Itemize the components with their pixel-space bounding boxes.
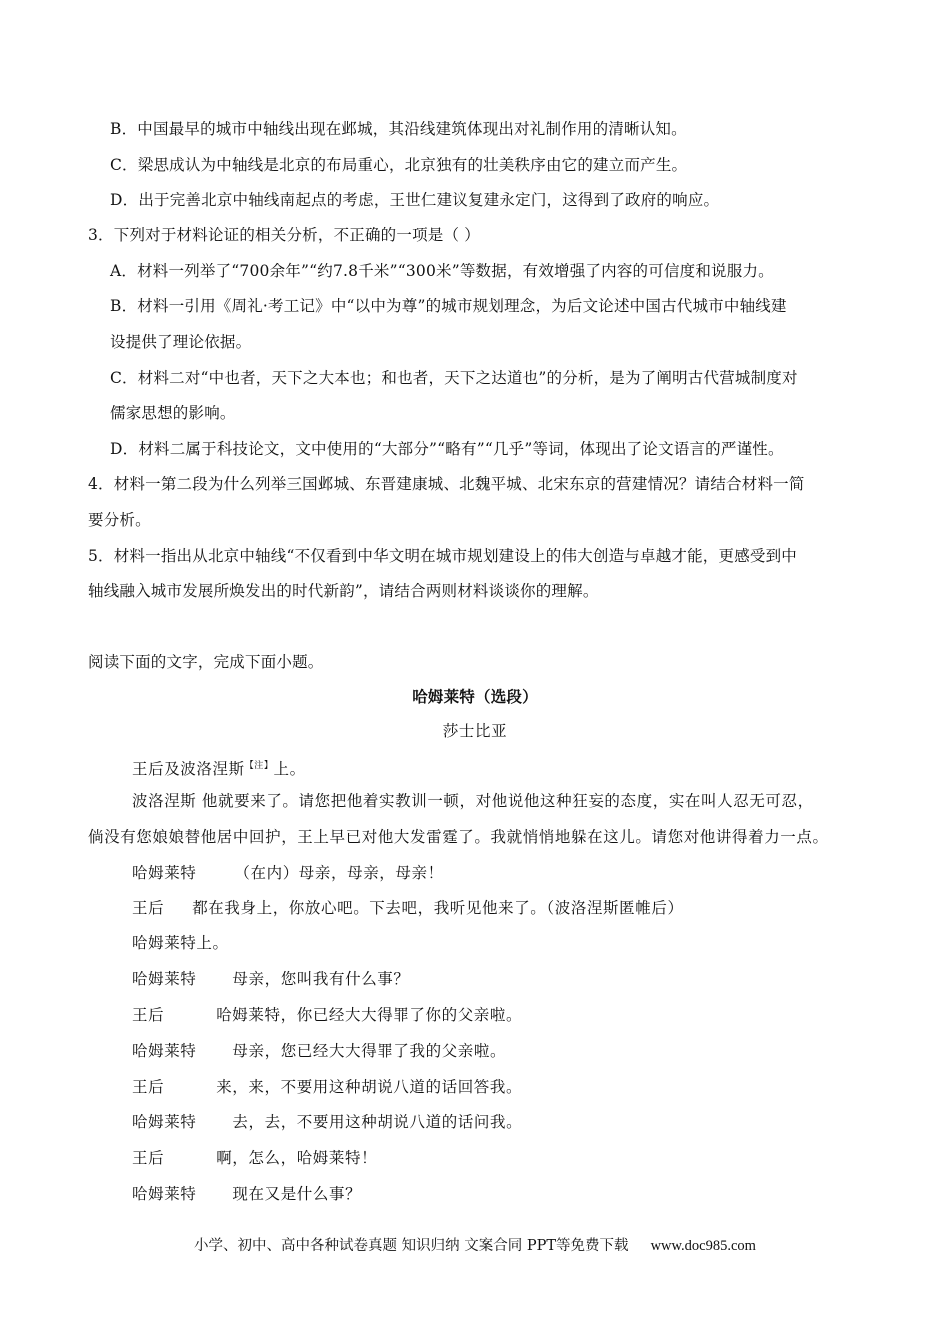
footer-text: 小学、初中、高中各种试卷真题 知识归纳 文案合同 PPT等免费下载 — [194, 1238, 629, 1254]
q2-option-b: B．中国最早的城市中轴线出现在邺城，其沿线建筑体现出对礼制作用的清晰认知。 — [110, 120, 687, 138]
dialogue-line — [132, 968, 410, 990]
dialogue-line — [132, 897, 684, 919]
dialogue-line — [132, 862, 444, 884]
speech: （在内）母亲，母亲，母亲！ — [234, 864, 444, 882]
q5-line2: 轴线融入城市发展所焕发出的时代新韵”，请结合两则材料谈谈你的理解。 — [88, 582, 599, 600]
speech: 去，去，不要用这种胡说八道的话问我。 — [232, 1113, 523, 1131]
q3-stem: 3．下列对于材料论证的相关分析，不正确的一项是（ ） — [88, 226, 480, 244]
passage-author: 莎士比亚 — [442, 722, 508, 740]
dialogue-line — [132, 1040, 506, 1062]
speaker: 哈姆莱特 — [132, 864, 197, 882]
dialogue-line — [132, 1076, 522, 1098]
q5-line1: 5．材料一指出从北京中轴线“不仅看到中华文明在城市规划建设上的伟大创造与卓越才能，更感受到中 — [88, 547, 797, 565]
speech: 母亲，您已经大大得罪了我的父亲啦。 — [232, 1042, 507, 1060]
polonius-line-2: 倘没有您娘娘替他居中回护，王上早已对他大发雷霆了。我就悄悄地躲在这儿。请您对他讲得着力一点。 — [88, 828, 829, 846]
footnote-marker: 【注】 — [244, 761, 274, 771]
page-footer — [0, 1236, 950, 1256]
dialogue-line — [132, 1147, 377, 1169]
q2-option-c: C．梁思成认为中轴线是北京的布局重心，北京独有的壮美秩序由它的建立而产生。 — [110, 156, 688, 174]
speaker: 哈姆莱特 — [132, 1185, 197, 1203]
q4-line1: 4．材料一第二段为什么列举三国邺城、东晋建康城、北魏平城、北宋东京的营建情况？请结合材料一简 — [88, 475, 805, 493]
passage-title: 哈姆莱特（选段） — [412, 687, 538, 706]
polonius-line-1: 波洛涅斯 他就要来了。请您把他着实教训一顿，对他说他这种狂妄的态度，实在叫人忍无可忍， — [132, 792, 814, 810]
speech: 都在我身上，你放心吧。下去吧，我听见他来了。（波洛涅斯匿帷后） — [192, 899, 684, 917]
speaker: 王后 — [132, 899, 165, 917]
speaker: 王后 — [132, 1149, 165, 1167]
speech: 哈姆莱特，你已经大大得罪了你的父亲啦。 — [216, 1006, 523, 1024]
q3-option-c-line2: 儒家思想的影响。 — [110, 404, 236, 422]
dialogue-line — [132, 1183, 361, 1205]
q3-option-b-line1: B．材料一引用《周礼·考工记》中“以中为尊”的城市规划理念，为后文论述中国古代城市中轴线建 — [110, 297, 787, 315]
speech: 来，来，不要用这种胡说八道的话回答我。 — [216, 1078, 523, 1096]
speech: 啊，怎么，哈姆莱特！ — [216, 1149, 378, 1167]
footer-url[interactable]: www.doc985.com — [650, 1238, 756, 1254]
q2-option-d: D．出于完善北京中轴线南起点的考虑，王世仁建议复建永定门，这得到了政府的响应。 — [110, 191, 720, 209]
stage-direction-text: 王后及波洛涅斯 — [132, 760, 245, 779]
speaker: 哈姆莱特 — [132, 1042, 197, 1060]
stage-direction-2: 哈姆莱特上。 — [132, 934, 229, 952]
dialogue-line — [132, 1004, 522, 1026]
stage-direction-text: 上。 — [273, 760, 306, 779]
speaker: 王后 — [132, 1078, 165, 1096]
speaker: 哈姆莱特 — [132, 970, 197, 988]
speaker: 哈姆莱特 — [132, 1113, 197, 1131]
dialogue-line — [132, 1111, 522, 1133]
reading-instruction: 阅读下面的文字，完成下面小题。 — [88, 653, 324, 671]
q3-option-d: D．材料二属于科技论文，文中使用的“大部分”“略有”“几乎”等词，体现出了论文语言的严谨性。 — [110, 440, 784, 458]
q3-option-b-line2: 设提供了理论依据。 — [110, 333, 252, 351]
q3-option-a: A．材料一列举了“700余年”“约7.8千米”“300米”等数据，有效增强了内容的可信度和说服力。 — [110, 262, 774, 280]
stage-direction-1 — [132, 755, 306, 780]
q3-option-c-line1: C．材料二对“中也者，天下之大本也；和也者，天下之达道也”的分析，是为了阐明古代营城制度对 — [110, 369, 798, 387]
speech: 现在又是什么事？ — [232, 1185, 362, 1203]
speaker: 王后 — [132, 1006, 165, 1024]
speech: 母亲，您叫我有什么事？ — [232, 970, 410, 988]
q4-line2: 要分析。 — [88, 511, 151, 529]
